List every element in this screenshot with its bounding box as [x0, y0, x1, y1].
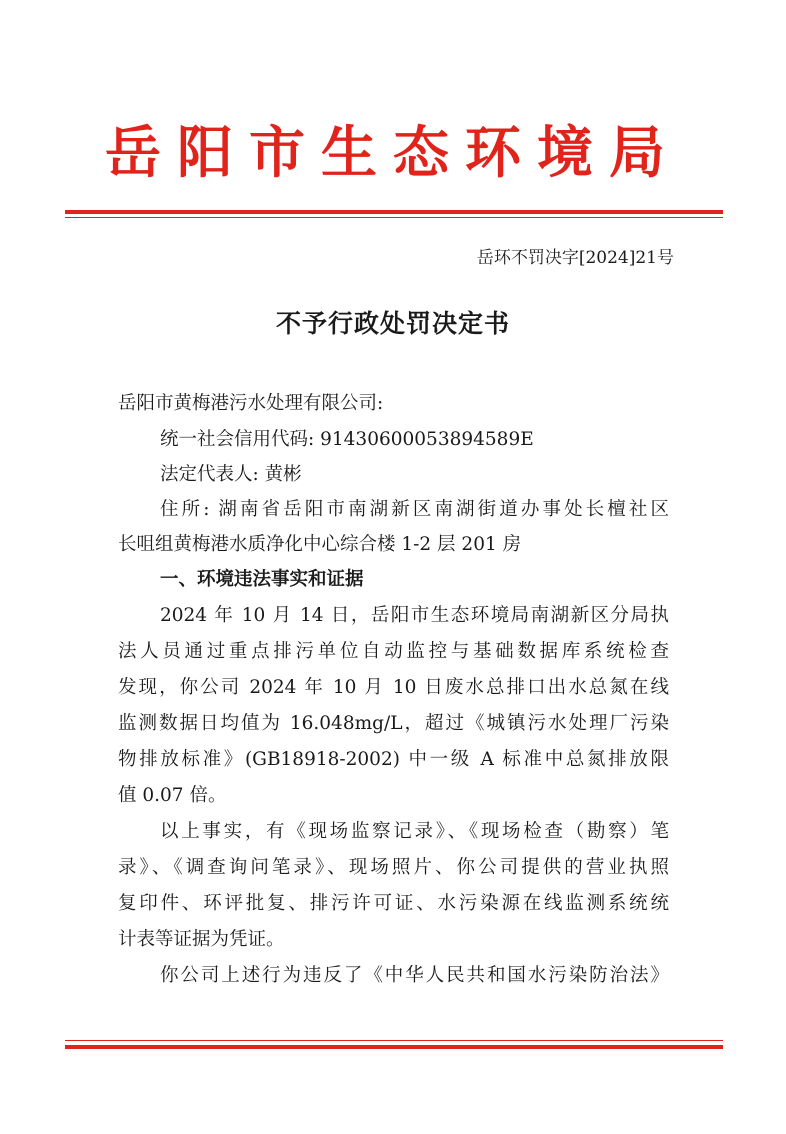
para1-line-3: 发现，你公司 2024 年 10 月 10 日废水总排口出水总氮在线 — [118, 677, 669, 698]
header-rule-thick — [65, 210, 723, 214]
para2-line-2: 录》、《调查询问笔录》、现场照片、你公司提供的营业执照 — [118, 857, 669, 878]
agency-letterhead: 岳阳市生态环境局 — [105, 120, 681, 186]
address-line-1: 住所: 湖南省岳阳市南湖新区南湖街道办事处长檀社区 — [160, 499, 669, 520]
para3-line-1: 你公司上述行为违反了《中华人民共和国水污染防治法》 — [160, 965, 669, 986]
party-name: 岳阳市黄梅港污水处理有限公司: — [118, 393, 384, 414]
para1-line-2: 法人员通过重点排污单位自动监控与基础数据库系统检查 — [118, 641, 669, 662]
para2-line-1: 以上事实，有《现场监察记录》、《现场检查（勘察）笔 — [160, 821, 669, 842]
document-number: 岳环不罚决字[2024]21号 — [476, 248, 674, 268]
para1-line-4: 监测数据日均值为 16.048mg/L，超过《城镇污水处理厂污染 — [118, 713, 669, 734]
para1-line-5: 物排放标准》(GB18918-2002) 中一级 A 标准中总氮排放限 — [118, 749, 669, 770]
header-rule-thin — [65, 217, 723, 218]
footer-rule-thin — [65, 1040, 723, 1041]
address-line-2: 长咀组黄梅港水质净化中心综合楼 1-2 层 201 房 — [118, 534, 522, 555]
para2-line-3: 复印件、环评批复、排污许可证、水污染源在线监测系统统 — [118, 893, 669, 914]
para2-line-4: 计表等证据为凭证。 — [118, 929, 285, 950]
footer-rule-thick — [65, 1045, 723, 1049]
document-title: 不予行政处罚决定书 — [275, 309, 510, 338]
legal-representative: 法定代表人: 黄彬 — [160, 464, 302, 485]
section-heading: 一、环境违法事实和证据 — [160, 569, 364, 590]
para1-line-6: 值 0.07 倍。 — [118, 785, 227, 806]
para1-line-1: 2024 年 10 月 14 日，岳阳市生态环境局南湖新区分局执 — [160, 605, 669, 626]
credit-code: 统一社会信用代码: 91430600053894589E — [160, 429, 534, 450]
